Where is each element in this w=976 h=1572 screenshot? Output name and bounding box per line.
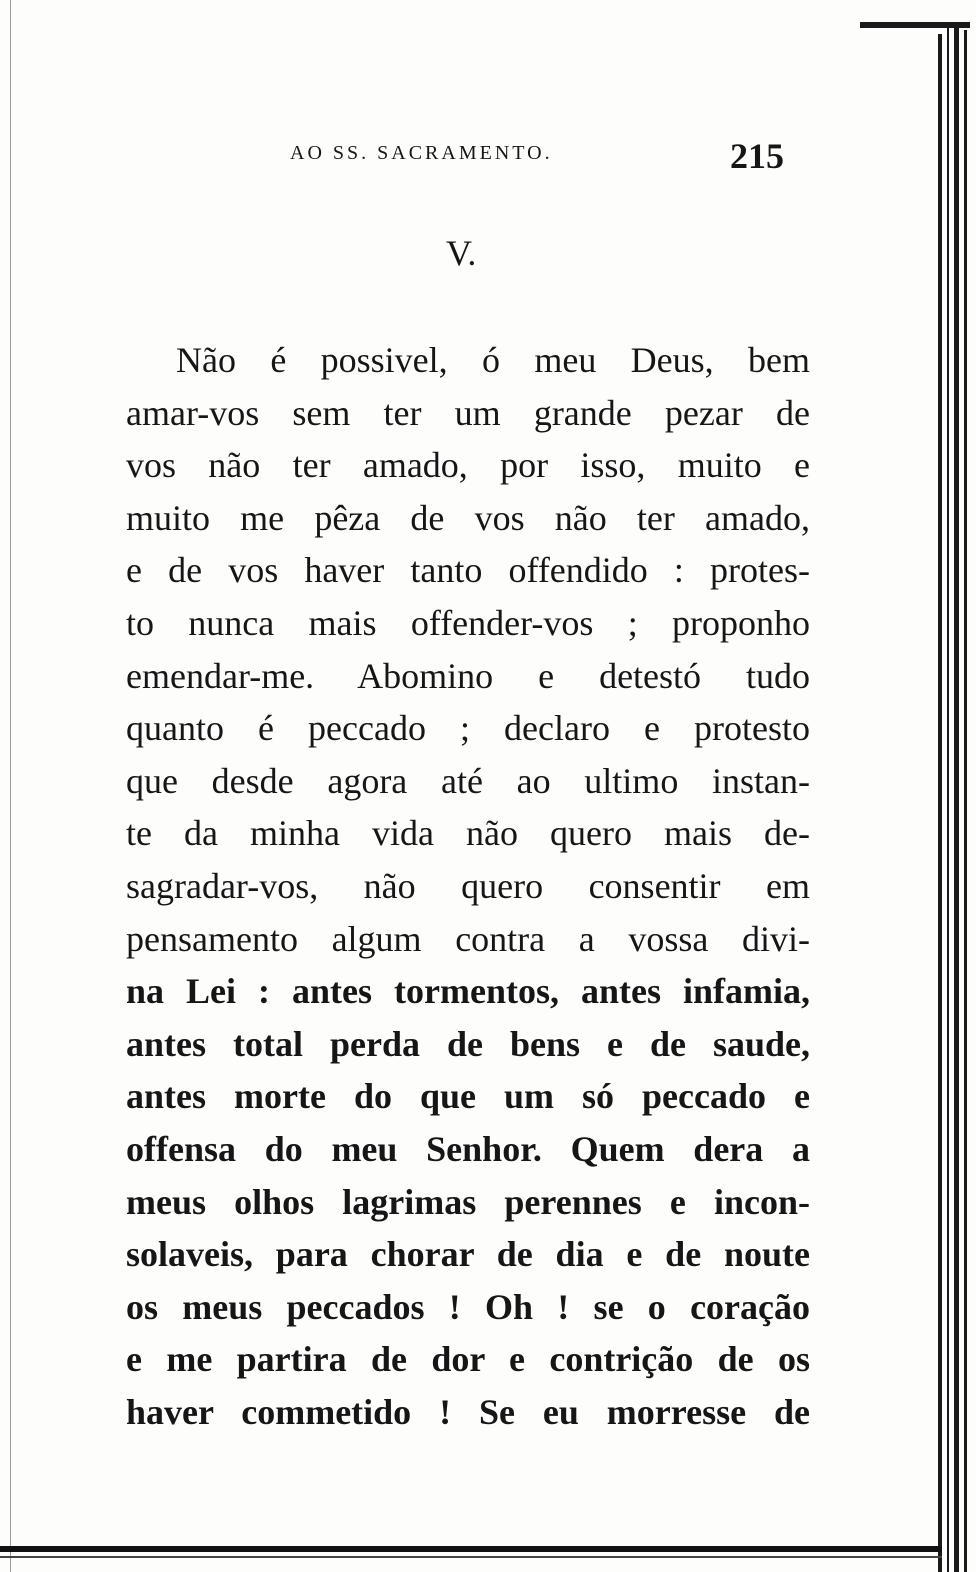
text-line: to nunca mais offender-vos ; proponho	[126, 602, 810, 643]
text-line: antes morte do que um só peccado e	[126, 1076, 810, 1117]
text-line: que desde agora até ao ultimo instan-	[126, 760, 810, 801]
text-line: haver commetido ! Se eu morresse de	[126, 1391, 810, 1432]
text-line: os meus peccados ! Oh ! se o coração	[126, 1286, 810, 1327]
text-line: vos não ter amado, por isso, muito e	[126, 445, 810, 486]
book-spine-line	[954, 22, 959, 1572]
text-line: meus olhos lagrimas perennes e incon-	[126, 1181, 810, 1222]
text-line: antes total perda de bens e de saude,	[126, 1023, 810, 1064]
book-spine-line	[964, 30, 967, 1572]
body-text	[126, 334, 810, 1438]
text-line: e me partira de dor e contrição de os	[126, 1339, 810, 1380]
bottom-border-rule	[0, 1556, 942, 1558]
text-line: offensa do meu Senhor. Quem dera a	[126, 1128, 810, 1169]
text-line: sagradar-vos, não quero consentir em	[126, 865, 810, 906]
text-line: solaveis, para chorar de dia e de noute	[126, 1234, 810, 1275]
bottom-border-rule	[0, 1546, 942, 1552]
page-number: 215	[730, 136, 784, 176]
section-number: V.	[446, 233, 477, 273]
text-line: quanto é peccado ; declaro e protesto	[126, 708, 810, 749]
text-line: te da minha vida não quero mais de-	[126, 813, 810, 854]
text-line: e de vos haver tanto offendido : protes-	[126, 550, 810, 591]
text-line: pensamento algum contra a vossa divi-	[126, 918, 810, 959]
book-spine-line	[947, 28, 949, 1572]
text-line: amar-vos sem ter um grande pezar de	[126, 392, 810, 433]
text-line: muito me pêza de vos não ter amado,	[126, 497, 810, 538]
running-head: AO SS. SACRAMENTO.	[290, 142, 553, 164]
text-line: Não é possivel, ó meu Deus, bem	[176, 340, 810, 380]
page-left-edge	[10, 0, 11, 1572]
book-spine-line	[938, 34, 942, 1572]
text-line: emendar-me. Abomino e detestó tudo	[126, 655, 810, 696]
text-line: na Lei : antes tormentos, antes infamia,	[126, 971, 810, 1012]
